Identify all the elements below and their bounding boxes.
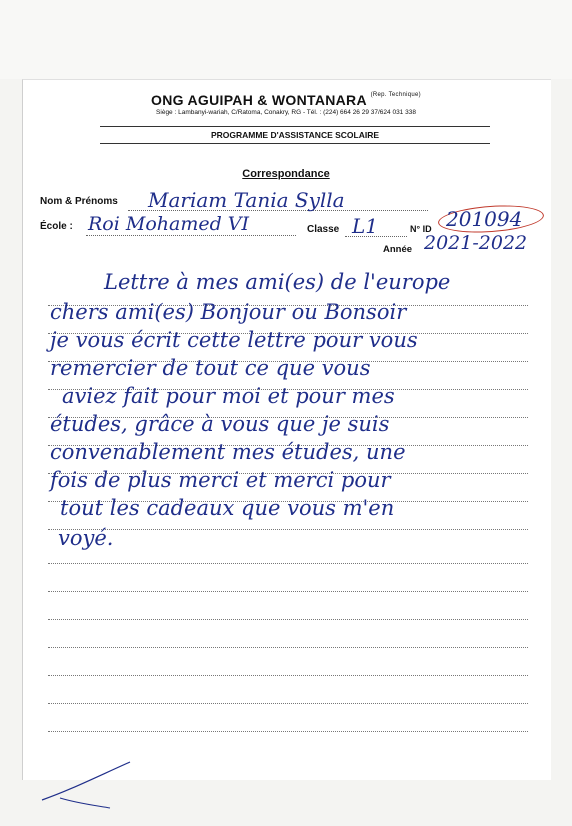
school-value: Roi Mohamed VI	[88, 213, 250, 235]
id-label: N° ID	[410, 224, 432, 234]
class-value: L1	[352, 214, 379, 238]
scan-top-margin	[0, 0, 572, 79]
letter-line: chers ami(es) Bonjour ou Bonsoir	[50, 300, 407, 324]
id-value: 201094	[446, 207, 523, 231]
letter-line: fois de plus merci et merci pour	[50, 468, 391, 492]
letter-line: remercier de tout ce que vous	[50, 356, 371, 380]
letter-line: Lettre à mes ami(es) de l'europe	[104, 270, 451, 294]
school-dotted-line	[86, 235, 296, 236]
name-value: Mariam Tania Sylla	[148, 188, 345, 212]
organization-note: (Rep. Technique)	[370, 92, 421, 98]
program-banner: PROGRAMME D'ASSISTANCE SCOLAIRE	[100, 126, 490, 144]
organization-name-text: ONG AGUIPAH & WONTANARA	[151, 92, 367, 108]
ruled-line	[48, 731, 528, 732]
ruled-line	[48, 591, 528, 592]
year-label: Année	[383, 244, 413, 255]
document-title	[0, 168, 572, 180]
letter-line: convenablement mes études, une	[50, 440, 406, 464]
class-label: Classe	[307, 224, 340, 235]
ruled-line	[48, 703, 528, 704]
form-header	[0, 92, 572, 116]
letter-line: tout les cadeaux que vous m'en	[60, 496, 395, 520]
pen-stroke-mark	[40, 760, 150, 810]
name-label: Nom & Prénoms	[40, 196, 118, 207]
letter-line: je vous écrit cette lettre pour vous	[50, 328, 418, 352]
ruled-line	[48, 675, 528, 676]
document-title-text: Correspondance	[242, 168, 330, 180]
ruled-line	[48, 619, 528, 620]
organization-address: Siège : Lambanyi-wariah, C/Ratoma, Conakry, RG - Tél. : (224) 664 26 29 37/624 031 338	[156, 109, 416, 116]
letter-line: voyé.	[58, 526, 114, 550]
year-value: 2021-2022	[424, 232, 528, 254]
ruled-line	[48, 529, 528, 530]
ruled-line	[48, 647, 528, 648]
letter-line: aviez fait pour moi et pour mes	[62, 384, 395, 408]
school-label: École :	[40, 221, 73, 232]
ruled-line	[48, 563, 528, 564]
organization-name	[0, 92, 572, 108]
letter-line: études, grâce à vous que je suis	[50, 412, 390, 436]
